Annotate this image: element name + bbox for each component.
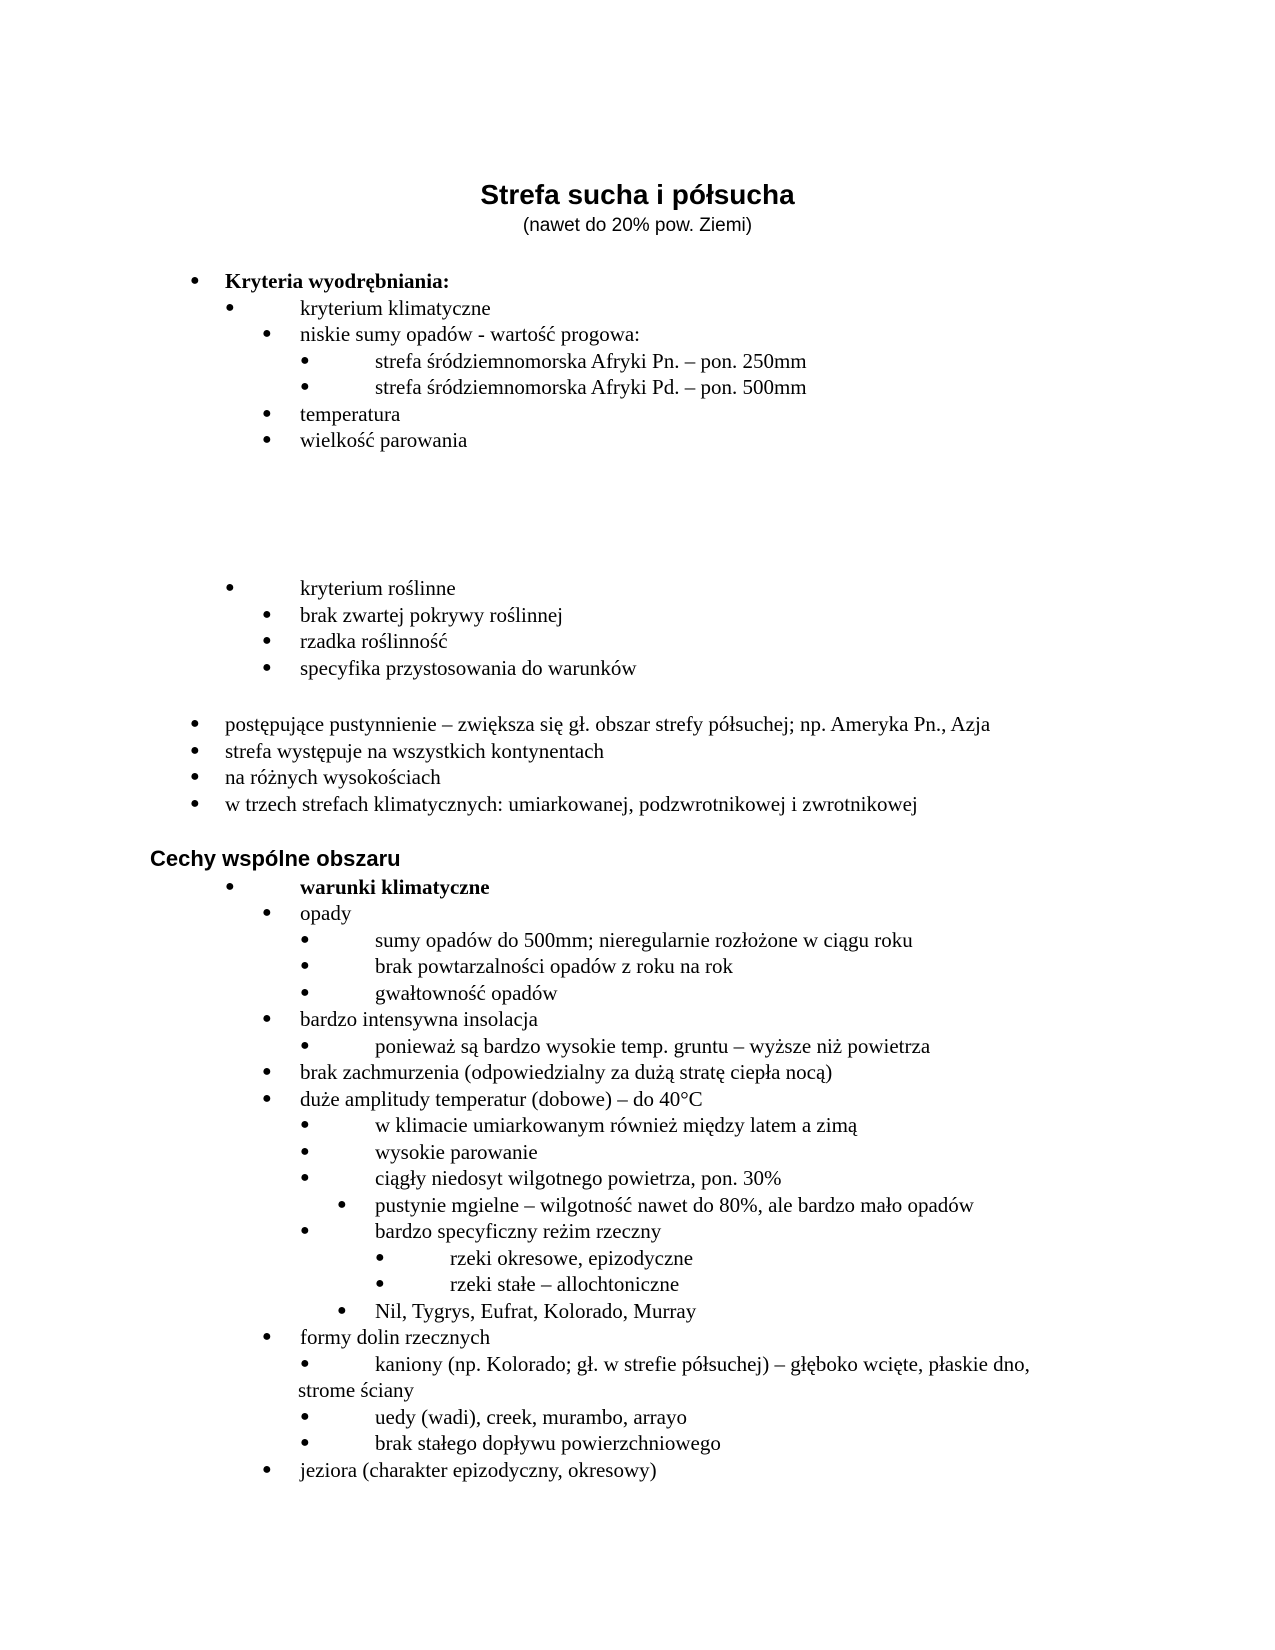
bullet-icon: ● — [262, 904, 272, 921]
bullet-icon: ● — [225, 299, 235, 316]
bullet-icon: ● — [300, 1116, 310, 1133]
bullet-icon: ● — [300, 1169, 310, 1186]
bullet-icon: ● — [262, 659, 272, 676]
bullet-icon: ● — [300, 984, 310, 1001]
bullet-icon: ● — [300, 352, 310, 369]
list-item-label: sumy opadów do 500mm; nieregularnie rozłożone w ciągu roku — [375, 928, 913, 952]
list-item-label: ponieważ są bardzo wysokie temp. gruntu – wyższe niż powietrza — [375, 1034, 931, 1058]
list-item-label: w trzech strefach klimatycznych: umiarkowanej, podzwrotnikowej i zwrotnikowej — [225, 792, 918, 816]
list-item-label: gwałtowność opadów — [375, 981, 558, 1005]
bullet-icon: ● — [300, 1434, 310, 1451]
bullet-icon: ● — [190, 715, 200, 732]
bullet-icon: ● — [262, 325, 272, 342]
list-item-label: w klimacie umiarkowanym również między latem a zimą — [375, 1113, 858, 1137]
list-item-continuation: strome ściany — [298, 1378, 415, 1402]
bullet-icon: ● — [300, 1143, 310, 1160]
list-item-label: Nil, Tygrys, Eufrat, Kolorado, Murray — [375, 1299, 697, 1323]
list-item-label: rzeki stałe – allochtoniczne — [450, 1272, 680, 1296]
list-item-label: kaniony (np. Kolorado; gł. w strefie półsuchej) – głęboko wcięte, płaskie dno, — [375, 1352, 1030, 1376]
bullet-icon: ● — [225, 878, 235, 895]
list-item-label: Kryteria wyodrębniania: — [225, 269, 450, 293]
list-item-label: strefa występuje na wszystkich kontynentach — [225, 739, 605, 763]
bullet-icon: ● — [262, 1063, 272, 1080]
list-item-label: specyfika przystosowania do warunków — [300, 656, 637, 680]
list-item-label: strefa śródziemnomorska Afryki Pn. – pon. 250mm — [375, 349, 807, 373]
bullet-icon: ● — [300, 1408, 310, 1425]
list-item-label: brak stałego dopływu powierzchniowego — [375, 1431, 721, 1455]
list-item-label: wysokie parowanie — [375, 1140, 538, 1164]
bullet-icon: ● — [190, 795, 200, 812]
list-item-label: temperatura — [300, 402, 401, 426]
bullet-icon: ● — [300, 957, 310, 974]
list-item-label: postępujące pustynnienie – zwiększa się gł. obszar strefy półsuchej; np. Ameryka Pn., Azja — [225, 712, 991, 736]
list-item-label: bardzo intensywna insolacja — [300, 1007, 538, 1031]
bullet-icon: ● — [375, 1249, 385, 1266]
bullet-icon: ● — [225, 579, 235, 596]
list-item-label: strefa śródziemnomorska Afryki Pd. – pon. 500mm — [375, 375, 807, 399]
bullet-icon: ● — [262, 1090, 272, 1107]
list-item-label: bardzo specyficzny reżim rzeczny — [375, 1219, 662, 1243]
bullet-icon: ● — [300, 1037, 310, 1054]
list-item-label: rzeki okresowe, epizodyczne — [450, 1246, 694, 1270]
bullet-icon: ● — [375, 1275, 385, 1292]
list-item-label: duże amplitudy temperatur (dobowe) – do 40°C — [300, 1087, 703, 1111]
section-heading: Cechy wspólne obszaru — [150, 846, 401, 871]
list-item-label: kryterium roślinne — [300, 576, 456, 600]
list-item-label: ciągły niedosyt wilgotnego powietrza, pon. 30% — [375, 1166, 782, 1190]
bullet-icon: ● — [262, 1328, 272, 1345]
list-item-label: wielkość parowania — [300, 428, 468, 452]
list-item-label: uedy (wadi), creek, murambo, arrayo — [375, 1405, 687, 1429]
bullet-icon: ● — [262, 606, 272, 623]
list-item-label: brak powtarzalności opadów z roku na rok — [375, 954, 734, 978]
bullet-icon: ● — [300, 1355, 310, 1372]
page-subtitle: (nawet do 20% pow. Ziemi) — [522, 215, 753, 236]
list-item-label: brak zwartej pokrywy roślinnej — [300, 603, 564, 627]
bullet-icon: ● — [337, 1196, 347, 1213]
bullet-icon: ● — [190, 768, 200, 785]
list-item-label: brak zachmurzenia (odpowiedzialny za dużą stratę ciepła nocą) — [300, 1060, 833, 1084]
list-item-label: rzadka roślinność — [300, 629, 448, 653]
list-item-label: pustynie mgielne – wilgotność nawet do 80%, ale bardzo mało opadów — [375, 1193, 974, 1217]
bullet-icon: ● — [262, 431, 272, 448]
list-item-label: na różnych wysokościach — [225, 765, 441, 789]
list-item-label: warunki klimatyczne — [300, 875, 490, 899]
bullet-icon: ● — [300, 378, 310, 395]
bullet-icon: ● — [262, 405, 272, 422]
list-item-label: formy dolin rzecznych — [300, 1325, 491, 1349]
bullet-icon: ● — [262, 1010, 272, 1027]
bullet-icon: ● — [190, 742, 200, 759]
bullet-icon: ● — [190, 272, 200, 289]
bullet-icon: ● — [262, 1461, 272, 1478]
bullet-icon: ● — [300, 1222, 310, 1239]
list-item-label: jeziora (charakter epizodyczny, okresowy) — [300, 1458, 657, 1482]
page-title: Strefa sucha i półsucha — [480, 179, 795, 210]
list-item-label: niskie sumy opadów - wartość progowa: — [300, 322, 641, 346]
list-item-label: opady — [300, 901, 352, 925]
list-item-label: kryterium klimatyczne — [300, 296, 491, 320]
bullet-icon: ● — [300, 931, 310, 948]
bullet-icon: ● — [262, 632, 272, 649]
bullet-icon: ● — [337, 1302, 347, 1319]
